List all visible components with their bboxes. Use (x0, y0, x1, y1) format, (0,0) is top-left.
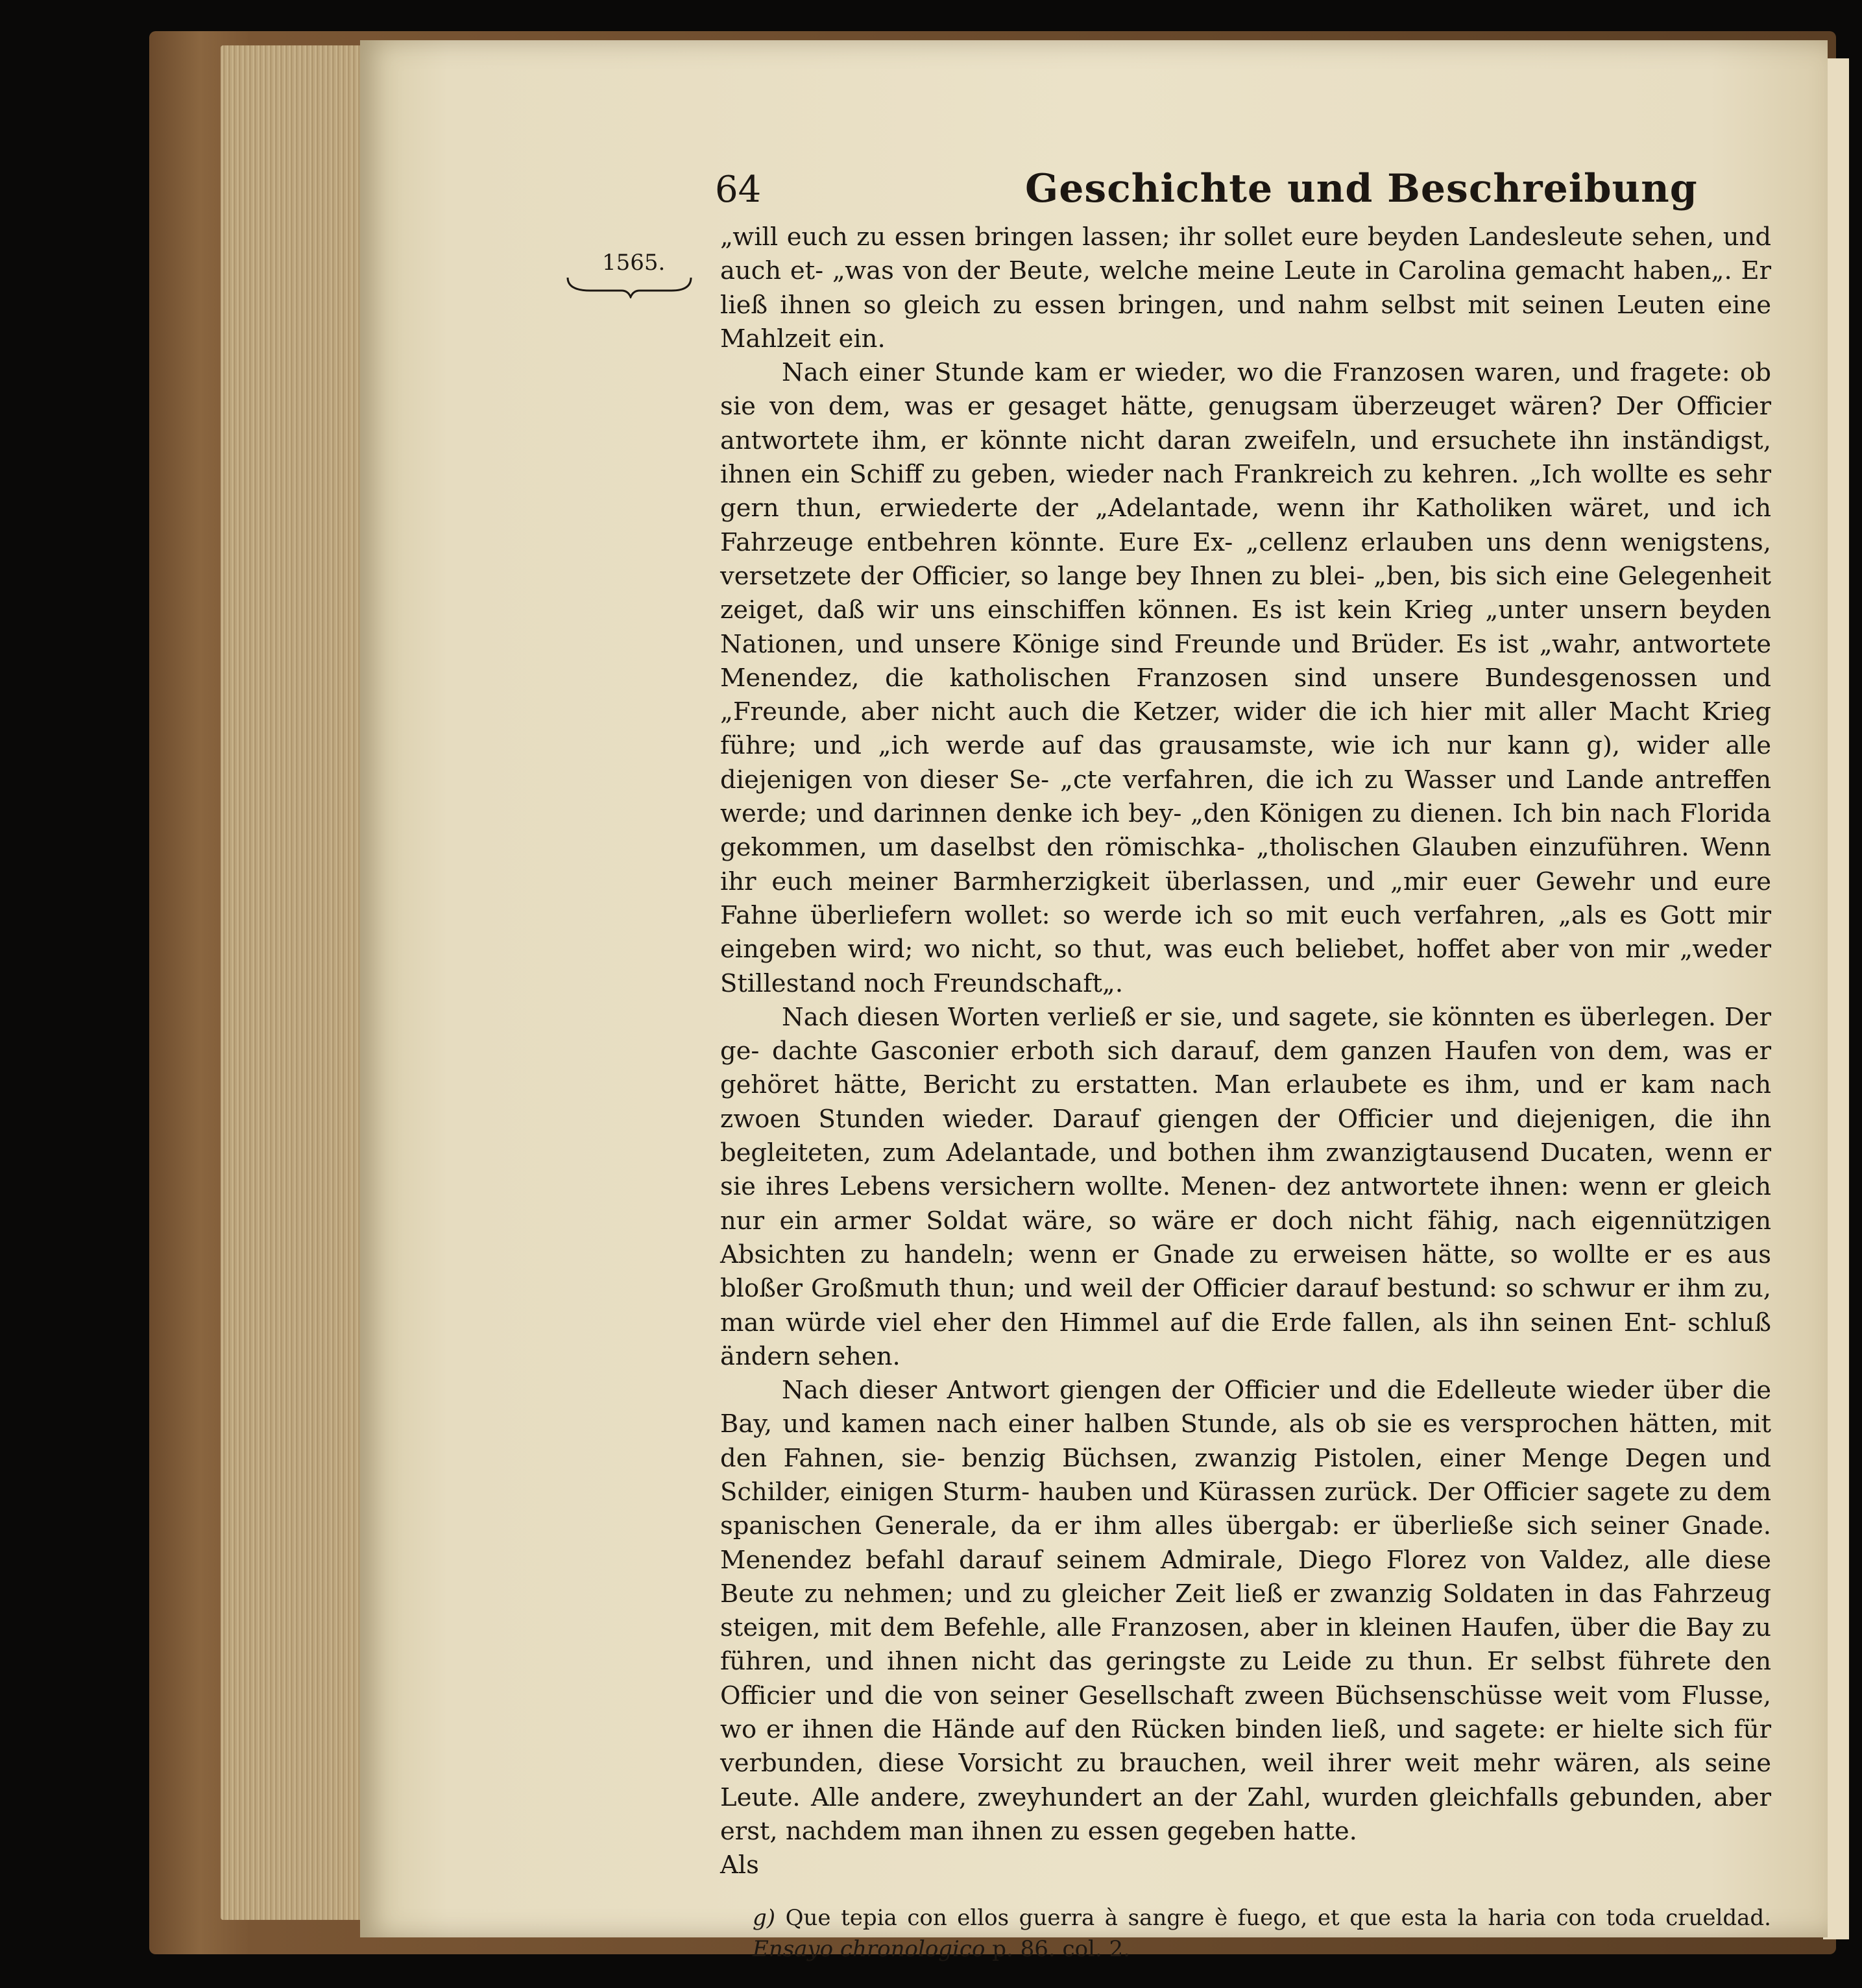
margin-year-note: 1565. (602, 250, 666, 276)
footnote-source: Ensayo chronologico (753, 1935, 985, 1962)
paragraph: Nach einer Stunde kam er wieder, wo die Franzosen waren, und fragete: ob sie von dem, was er gesaget hätte, genugsam überzeuget wären? Der Officier antwortete ihm, er könnte nicht daran zweifeln, und ersuchete ihn inständigst, ihnen ein Schiff zu geben, wieder nach Frankreich zu kehren. „Ich wollte es sehr gern thun, erwiederte der „Adelantade, wenn ihr Katholiken wäret, und ich Fahrzeuge entbehren könnte. Eure Ex- „cellenz erlauben uns denn wenigstens, versetzete der Officier, so lange bey Ihnen zu blei- „ben, bis sich eine Gelegenheit zeiget, daß wir uns einschiffen können. Es ist kein Krieg „unter unsern beyden Nationen, und unsere Könige sind Freunde und Brüder. Es ist „wahr, antwortete Menendez, die katholischen Franzosen sind unsere Bundesgenossen und „Freunde, aber nicht auch die Ketzer, wider die ich hier mit aller Macht Krieg führe; und „ich werde auf das grausamste, wie ich nur kann g), wider alle diejenigen von dieser Se- „cte verfahren, die ich zu Wasser und Lande antreffen werde; und darinnen denke ich bey- „den Königen zu dienen. Ich bin nach Florida gekommen, um daselbst den römischka- „tholischen Glauben einzuführen. Wenn ihr euch meiner Barmherzigkeit überlassen, und „mir euer Gewehr und eure Fahne überliefern wollet: so werde ich so mit euch verfahren, „als es Gott mir eingeben wird; wo nicht, so thut, was euch beliebet, hoffet aber von mir „weder Stillestand noch Freundschaft„. (720, 358, 1771, 998)
page-number: 64 (715, 169, 762, 211)
footnote (720, 1902, 1771, 1965)
footnote-reference: p. 86. col. 2. (992, 1935, 1130, 1962)
catchword: Als (720, 1850, 759, 1880)
footnote-mark: g) (753, 1904, 776, 1931)
body-text (720, 221, 1771, 1883)
running-head: Geschichte und Beschreibung (1025, 166, 1698, 211)
paragraph: Nach dieser Antwort giengen der Officier und die Edelleute wieder über die Bay, und kamen nach einer halben Stunde, als ob sie es versprochen hätten, mit den Fahnen, sie- benzig Büchsen, zwanzig Pistolen, einer Menge Degen und Schilder, einigen Sturm- hauben und Kürassen zurück. Der Officier sagete zu dem spanischen Generale, da er ihm alles übergab: er überließe sich seiner Gnade. Menendez befahl darauf seinem Admirale, Diego Florez von Valdez, alle diese Beute zu nehmen; und zu gleicher Zeit ließ er zwanzig Soldaten in das Fahrzeug steigen, mit dem Befehle, alle Franzosen, aber in kleinen Haufen, über die Bay zu führen, und ihnen nicht das geringste zu Leide zu thun. Er selbst führete den Officier und die von seiner Gesellschaft zween Büchsenschüsse weit vom Flusse, wo er ihnen die Hände auf den Rücken binden ließ, und sagete: er hielte sich für verbunden, diese Vorsicht zu brauchen, weil ihrer weit mehr wären, als seine Leute. Alle andere, zweyhundert an der Zahl, wurden gleichfalls gebunden, aber erst, nachdem man ihnen zu essen gegeben hatte. (720, 1376, 1771, 1846)
paragraph: Nach diesen Worten verließ er sie, und sagete, sie könnten es überlegen. Der ge- dachte Gasconier erboth sich darauf, dem ganzen Haufen von dem, was er gehöret hätte, Bericht zu erstatten. Man erlaubete es ihm, und er kam nach zwoen Stunden wieder. Darauf giengen der Officier und diejenigen, die ihn begleiteten, zum Adelantade, und bothen ihm zwanzigtausend Ducaten, wenn er sie ihres Lebens versichern wollte. Menen- dez antwortete ihnen: wenn er gleich nur ein armer Soldat wäre, so wäre er doch nicht fähig, nach eigennützigen Absichten zu handeln; wenn er Gnade zu erweisen hätte, so wollte er es aus bloßer Großmuth thun; und weil der Officier darauf bestund: so schwur er ihm zu, man würde viel eher den Himmel auf die Erde fallen, als ihn seinen Ent- schluß ändern sehen. (720, 1002, 1771, 1371)
margin-brace-ornament (564, 272, 694, 298)
page-header (715, 162, 1771, 221)
text-column (715, 162, 1771, 1965)
footnote-text: Que tepia con ellos guerra à sangre è fuego, et que esta la haria con toda crueldad. (785, 1904, 1771, 1931)
paragraph: „will euch zu essen bringen lassen; ihr sollet eure beyden Landesleute sehen, und auch et- „was von der Beute, welche meine Leute in Carolina gemacht haben„. Er ließ ihnen so gleich zu essen bringen, und nahm selbst mit seinen Leuten eine Mahlzeit ein. (720, 222, 1771, 353)
page-edges (221, 45, 363, 1920)
